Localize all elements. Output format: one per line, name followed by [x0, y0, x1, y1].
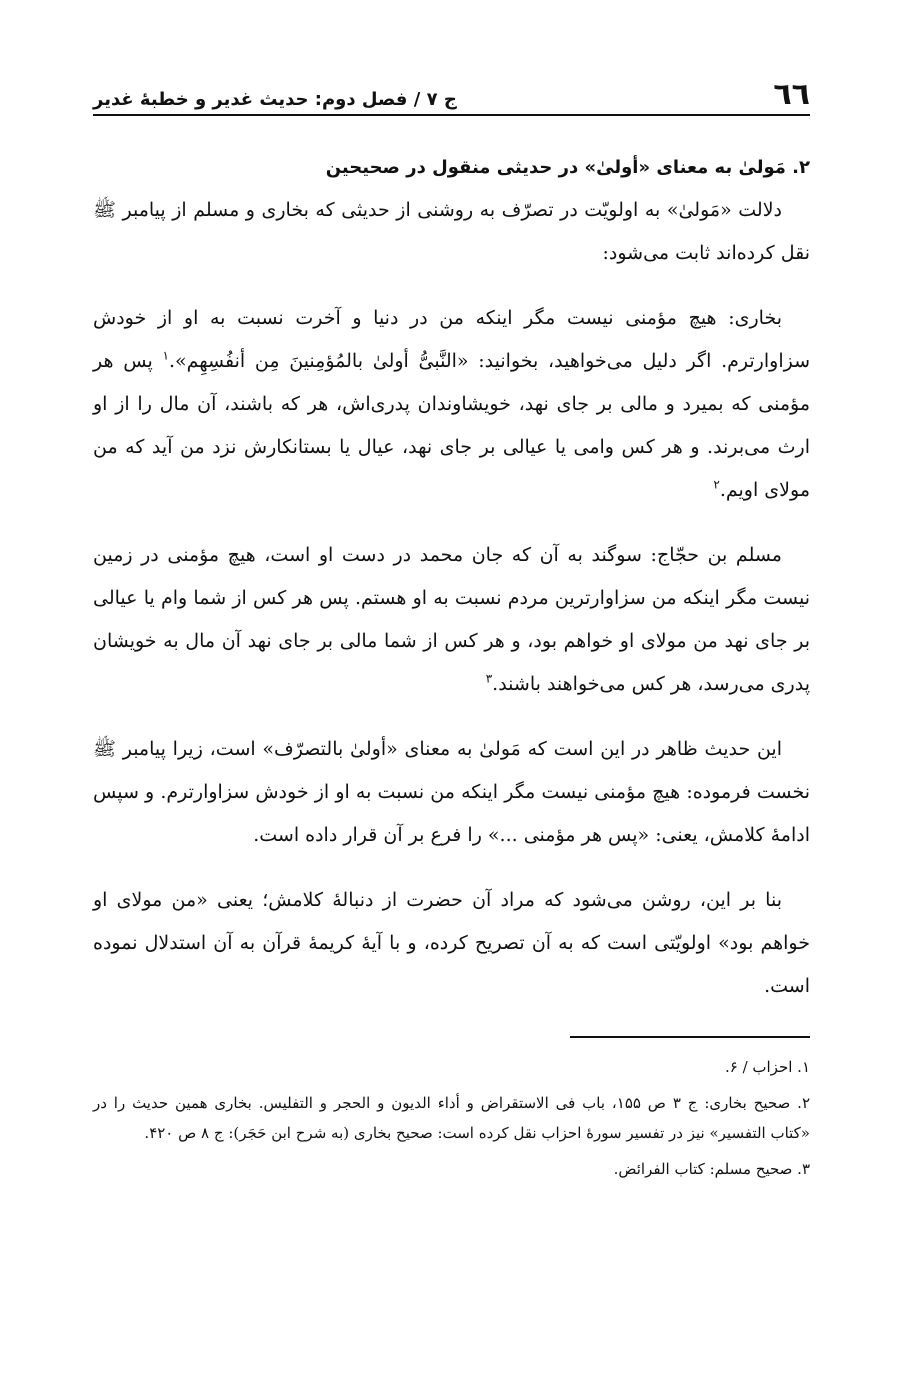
footnote-ref-1: ۱	[162, 348, 169, 363]
intro-paragraph: دلالت «مَولیٰ» به اولویّت در تصرّف به روشنی از حدیثی که بخاری و مسلم از پیامبر ﷺ نقل کرده‌اند ثابت می‌شود:	[93, 199, 810, 264]
footnotes	[93, 1052, 810, 1184]
conclusion-paragraph: بنا بر این، روشن می‌شود که مراد آن حضرت از دنبالهٔ کلامش؛ یعنی «من مولای او خواهم بود» اولویّتی است که به آن تصریح کرده، و با آیهٔ کریمهٔ قرآن به آن استدلال نموده است.	[93, 889, 810, 997]
footnote-1: ۱. احزاب / ۶.	[724, 1058, 810, 1076]
section-heading: ۲. مَولیٰ به معنای «أولیٰ» در حدیثی منقول در صحیحین	[325, 157, 810, 178]
footnote-divider	[570, 1036, 810, 1038]
running-header	[93, 60, 810, 116]
footnote-3: ۳. صحیح مسلم: کتاب الفرائض.	[613, 1160, 810, 1178]
page-number: ٦٦	[773, 77, 810, 112]
book-page	[93, 60, 810, 1190]
bukhari-text-cont: پس هر مؤمنی که بمیرد و مالی بر جای نهد، خویشاوندان پدری‌اش، هر که باشند، آن مال را از او ارث می‌برند. و هر کس وامی یا عیالی بر جای نهد، عیال یا بستانکارش نزد من آید که من مولای اویم.	[93, 350, 810, 501]
bukhari-text: بخاری: هیچ مؤمنی نیست مگر اینکه من در دنیا و آخرت نسبت به او از خودش سزاوارترم. اگر دلیل می‌خواهید، بخوانید: «النَّبیُّ أولیٰ بالمُؤمِنینَ مِن أنفُسِهِم».	[93, 307, 810, 372]
analysis-paragraph: این حدیث ظاهر در این است که مَولیٰ به معنای «أولیٰ بالتصرّف» است، زیرا پیامبر ﷺ نخست فرموده: هیچ مؤمنی نیست مگر اینکه من نسبت به او از خودش سزاوارترم. و سپس ادامهٔ کلامش، یعنی: «پس هر مؤمنی ...» را فرع بر آن قرار داده است.	[93, 738, 810, 846]
running-header-title: ج ۷ / فصل دوم: حدیث غدیر و خطبهٔ غدیر	[93, 89, 457, 110]
footnote-ref-2: ۲	[713, 477, 720, 492]
bukhari-paragraph	[93, 297, 810, 512]
footnote-2: ۲. صحیح بخاری: ج ۳ ص ۱۵۵، باب فی الاستقراض و أداء الدیون و الحجر و التفلیس. بخاری همین حدیث را در «کتاب التفسیر» نیز در تفسیر سورهٔ احزاب نقل کرده است: صحیح بخاری (به شرح ابن حَجَر): ج ۸ ص ۴۲۰.	[93, 1094, 810, 1142]
muslim-text: مسلم بن حجّاج: سوگند به آن که جان محمد در دست او است، هیچ مؤمنی در زمین نیست مگر اینکه من سزاوارترین مردم نسبت به او هستم. پس هر کس از شما وام یا عیالی بر جای نهد من مولای او خواهم بود، و هر کس از شما مالی بر جای نهد آن مال به خویشان پدری می‌رسد، هر کس می‌خواهند باشند.	[93, 544, 810, 695]
muslim-paragraph	[93, 534, 810, 706]
footnote-ref-3: ۳	[485, 671, 493, 686]
body-text	[93, 146, 810, 1008]
